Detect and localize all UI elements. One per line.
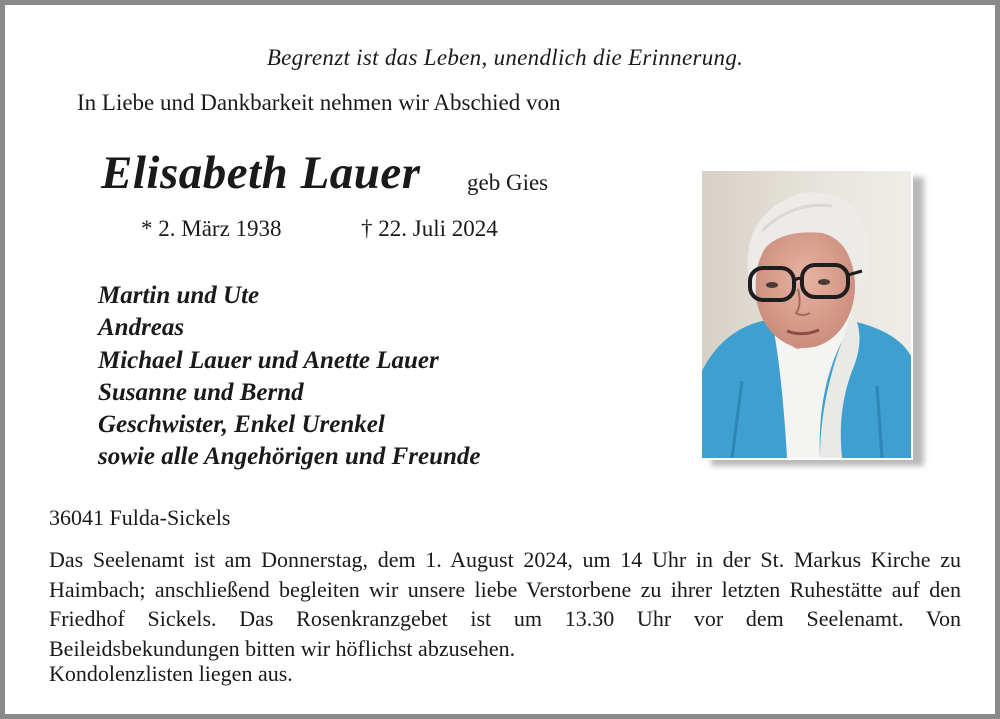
mourner-line: Martin und Ute	[98, 282, 260, 309]
portrait-illustration	[702, 171, 911, 458]
condolence-note: Kondolenzlisten liegen aus.	[49, 661, 293, 686]
birth-name: geb Gies	[467, 170, 549, 195]
portrait-photo	[700, 169, 913, 460]
motto: Begrenzt ist das Leben, unendlich die Erinnerung.	[266, 45, 744, 70]
mourner-line: Geschwister, Enkel Urenkel	[98, 411, 385, 439]
mourner-line: sowie alle Angehörigen und Freunde	[98, 443, 481, 471]
mourners-list	[98, 280, 480, 474]
intro-line: In Liebe und Dankbarkeit nehmen wir Abschied von	[77, 90, 561, 115]
death-date: † 22. Juli 2024	[361, 216, 498, 241]
place-line: 36041 Fulda-Sickels	[49, 505, 231, 530]
funeral-notice	[49, 545, 961, 663]
funeral-notice-text: Das Seelenamt ist am Donnerstag, dem 1. August 2024, um 14 Uhr in der St. Markus Kirche zu Haimbach; anschließend begleiten wir unsere liebe Verstorbene zu ihrer letzten Ruhestätte auf den Friedhof Sickels. Das Rosenkranzgebet ist um 13.30 Uhr vor dem Seelenamt. Von Beileidsbekundungen bitten wir höflichst abzusehen.	[49, 547, 961, 661]
mourner-line: Susanne und Bernd	[98, 378, 304, 406]
deceased-name: Elisabeth Lauer	[101, 147, 421, 199]
birth-date: * 2. März 1938	[141, 216, 282, 241]
mourner-line: Andreas	[98, 314, 185, 342]
mourner-line: Michael Lauer und Anette Lauer	[98, 346, 439, 374]
